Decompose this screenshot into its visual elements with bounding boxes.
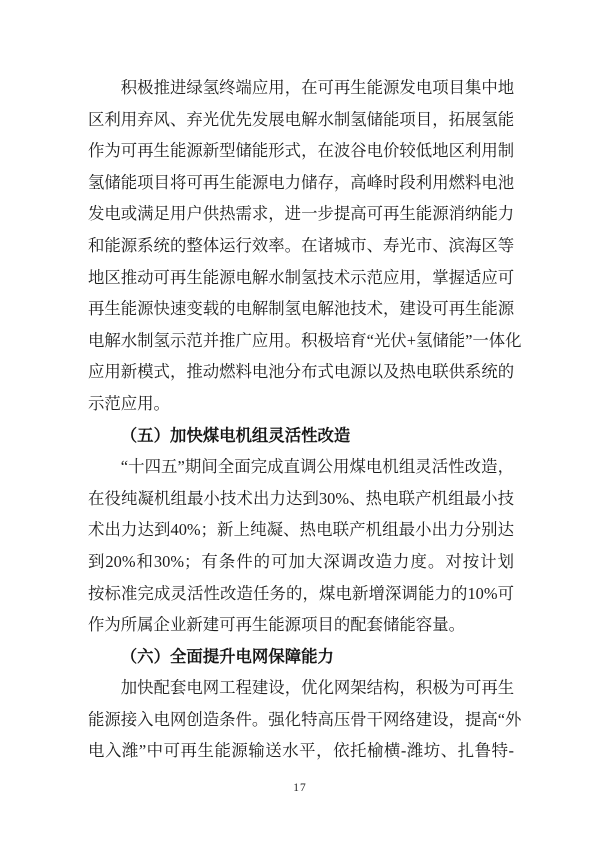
text-line: 示范应用。 bbox=[88, 393, 170, 413]
text-line: 和能源系统的整体运行效率。在诸城市、寿光市、滨海区等 bbox=[88, 235, 515, 255]
text-line: 在役纯凝机组最小技术出力达到30%、热电联产机组最小技 bbox=[88, 488, 514, 508]
page-number: 17 bbox=[293, 782, 307, 794]
text-line: 电解水制氢示范并推广应用。积极培育“光伏+氢储能”一体化 bbox=[88, 330, 522, 350]
section-heading: （五）加快煤电机组灵活性改造 bbox=[120, 425, 351, 445]
text-line: 发电或满足用户供热需求，进一步提高可再生能源消纳能力 bbox=[88, 204, 515, 224]
text-line: 积极推进绿氢终端应用，在可再生能源发电项目集中地 bbox=[120, 78, 515, 97]
text-line: 应用新模式，推动燃料电池分布式电源以及热电联供系统的 bbox=[88, 362, 515, 382]
page-footer bbox=[0, 778, 600, 796]
text-line: 地区推动可再生能源电解水制氢技术示范应用，掌握适应可 bbox=[88, 267, 515, 287]
document-body bbox=[88, 72, 522, 767]
text-line: 再生能源快速变载的电解制氢电解池技术，建设可再生能源 bbox=[88, 299, 515, 319]
text-line: 作为所属企业新建可再生能源项目的配套储能容量。 bbox=[88, 615, 465, 635]
text-line: 电入潍”中可再生能源输送水平，依托榆横-潍坊、扎鲁特- bbox=[88, 741, 514, 761]
text-line: 按标准完成灵活性改造任务的，煤电新增深调能力的10%可 bbox=[88, 583, 514, 603]
text-line: “十四五”期间全面完成直调公用煤电机组灵活性改造， bbox=[120, 457, 514, 477]
text-line: 术出力达到40%；新上纯凝、热电联产机组最小出力分别达 bbox=[88, 520, 514, 540]
text-line: 到20%和30%；有条件的可加大深调改造力度。对按计划 bbox=[88, 551, 514, 571]
text-line: 能源接入电网创造条件。强化特高压骨干网络建设，提高“外 bbox=[88, 709, 522, 729]
text-line: 作为可再生能源新型储能形式，在波谷电价较低地区利用制 bbox=[88, 141, 515, 161]
text-line: 区利用弃风、弃光优先发展电解水制氢储能项目，拓展氢能 bbox=[88, 109, 515, 129]
text-line: 氢储能项目将可再生能源电力储存，高峰时段利用燃料电池 bbox=[88, 172, 515, 192]
text-line: 加快配套电网工程建设，优化网架结构，积极为可再生 bbox=[120, 678, 515, 698]
section-heading: （六）全面提升电网保障能力 bbox=[120, 646, 334, 666]
